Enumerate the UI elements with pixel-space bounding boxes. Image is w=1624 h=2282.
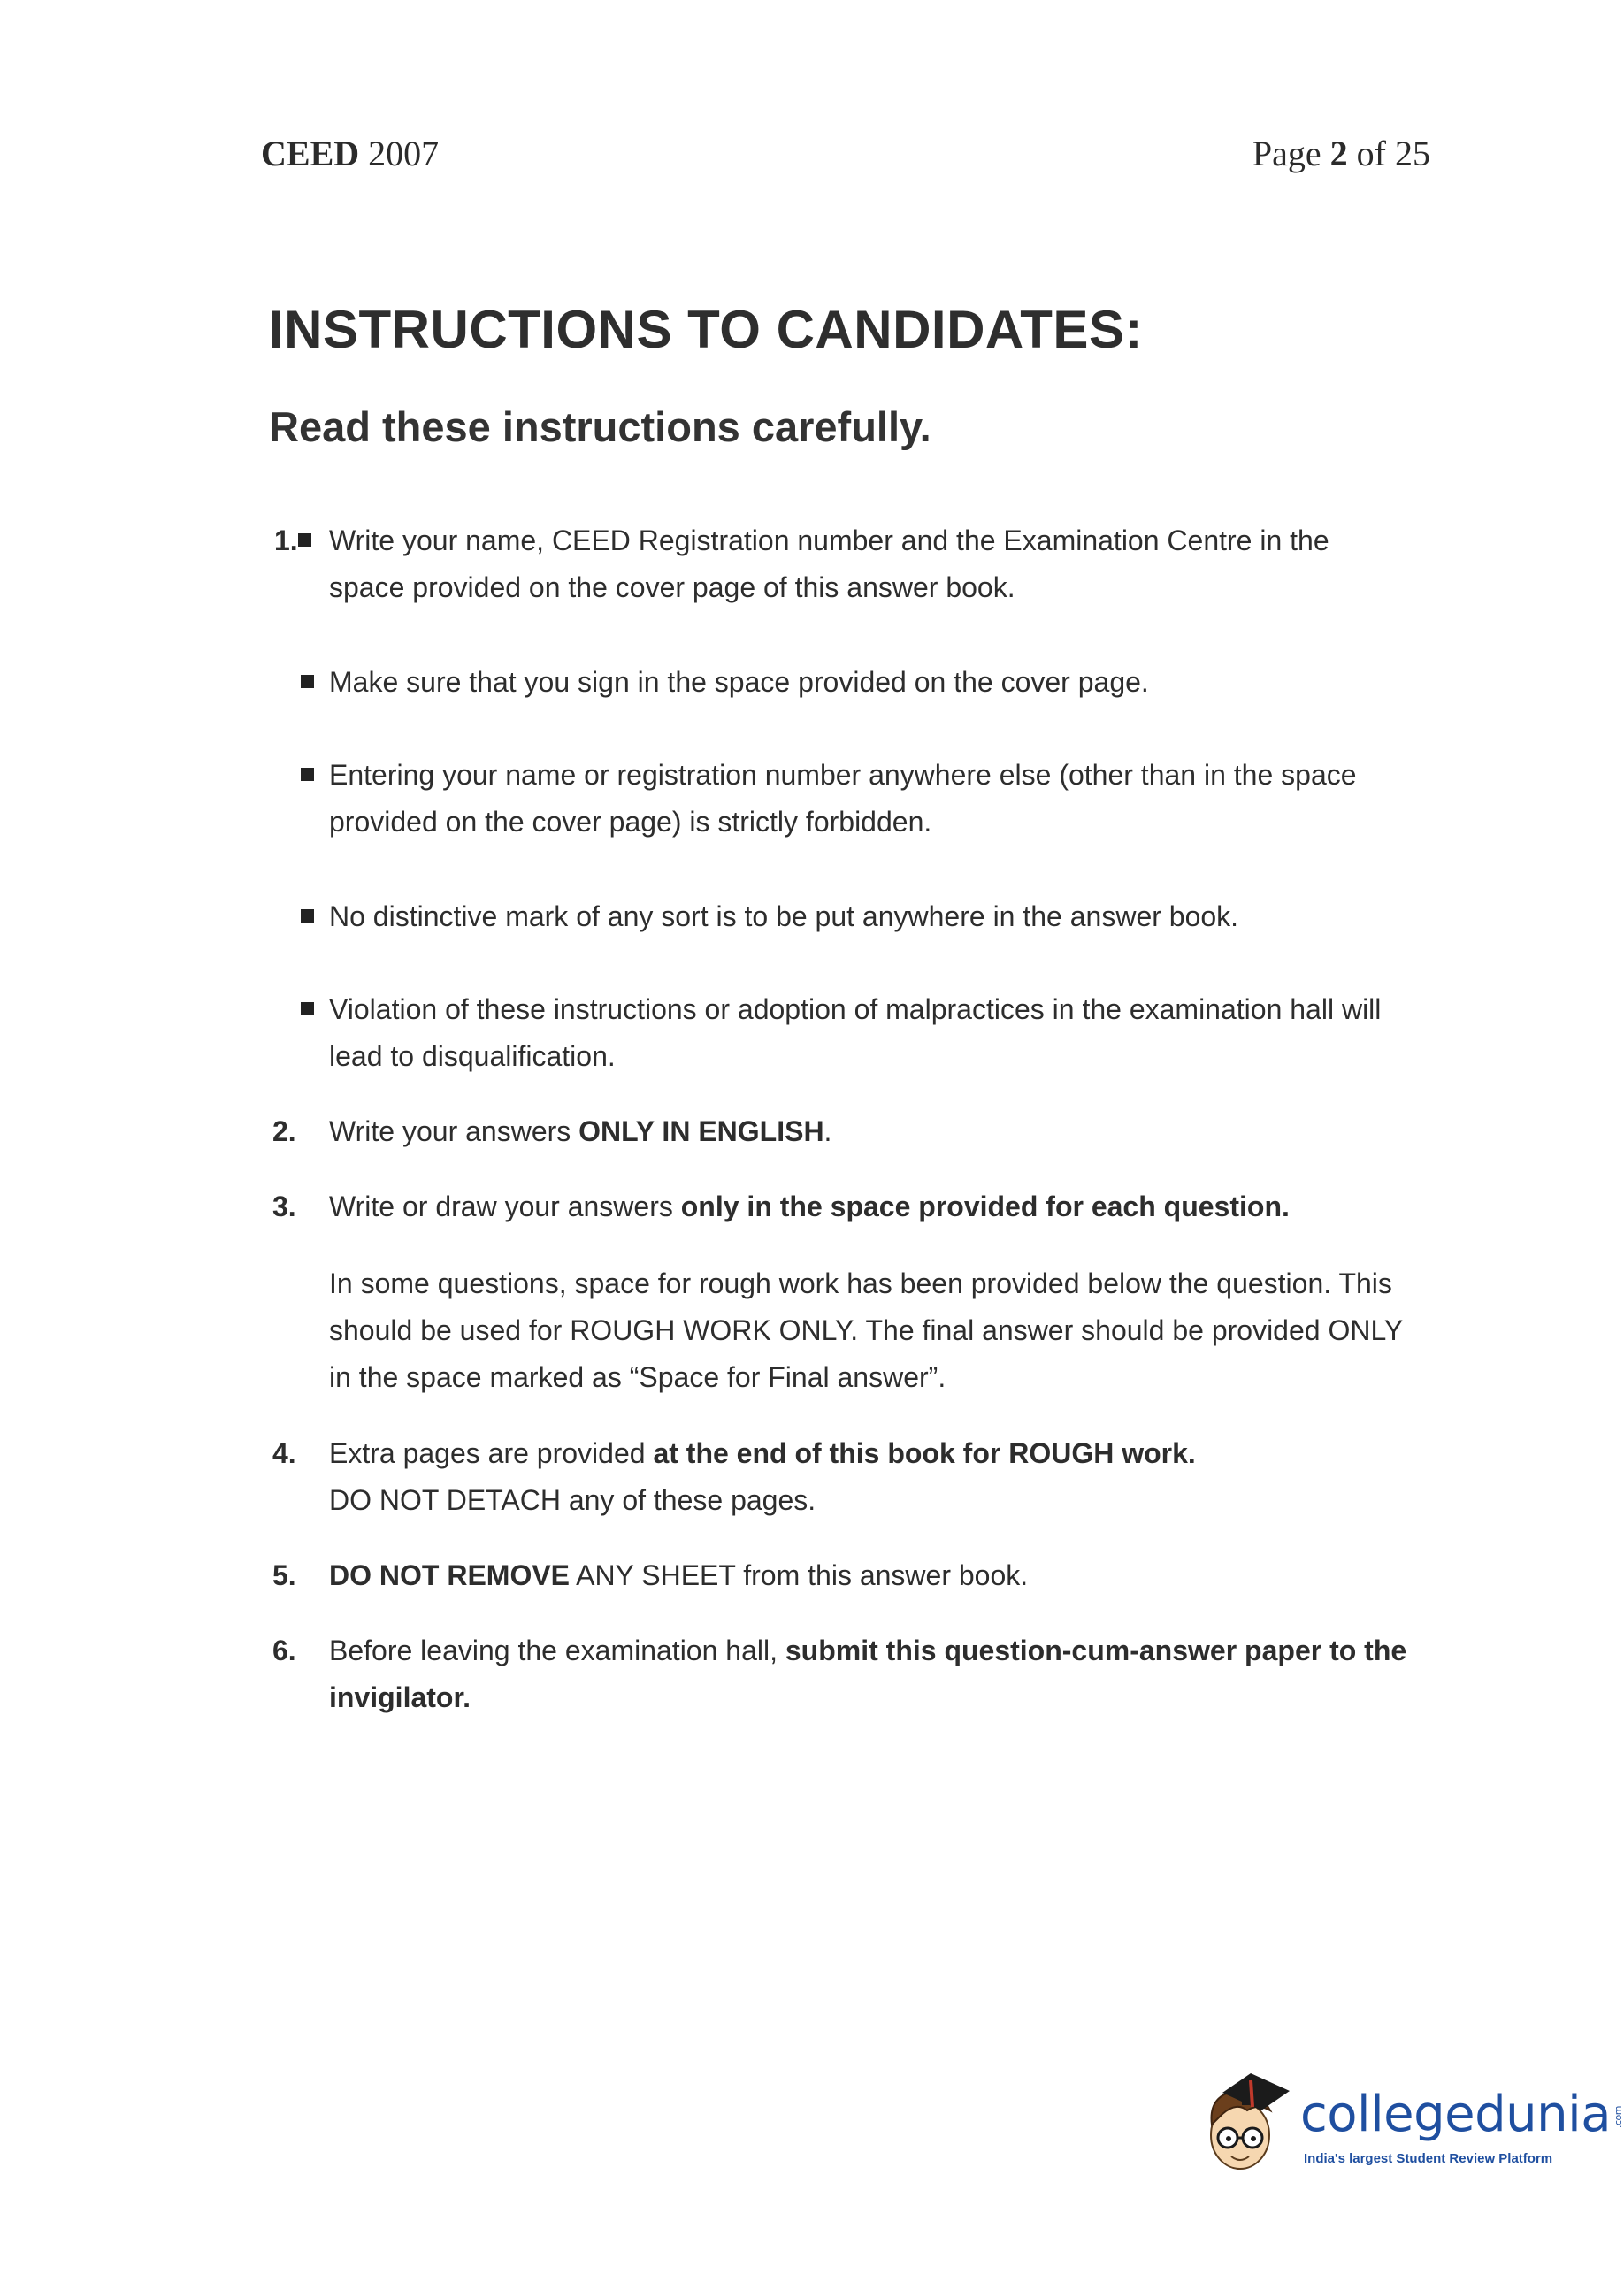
instruction-4 <box>272 1430 1444 1524</box>
bullet-square-icon <box>298 533 311 547</box>
instruction-5-text: ANY SHEET from this answer book. <box>570 1559 1029 1591</box>
instruction-3-bold: only in the space provided for each question. <box>680 1191 1290 1222</box>
instruction-2-bold: ONLY IN ENGLISH <box>578 1115 824 1147</box>
exam-year: 2007 <box>359 134 440 173</box>
instruction-2 <box>272 1108 1426 1155</box>
instruction-5-bold: DO NOT REMOVE <box>329 1559 571 1591</box>
page-number <box>1252 133 1430 174</box>
instruction-5 <box>272 1552 1444 1599</box>
bullet-text: Make sure that you sign in the space provided on the cover page. <box>329 666 1149 698</box>
page-current: 2 <box>1329 134 1348 173</box>
page-subtitle: Read these instructions carefully. <box>269 403 931 450</box>
bullet-text: Violation of these instructions or adoption of malpractices in the examination hall will lead to disqualification. <box>329 993 1382 1072</box>
exam-code: CEED <box>261 134 360 173</box>
instruction-6-number: 6. <box>272 1635 296 1666</box>
instruction-3 <box>272 1183 1444 1230</box>
logo-dotcom: .com <box>1613 2106 1624 2129</box>
instruction-6 <box>272 1627 1417 1721</box>
bullet-text: No distinctive mark of any sort is to be put anywhere in the answer book. <box>329 900 1239 932</box>
instruction-2-text: Write your answers <box>329 1115 579 1147</box>
bullet-square-icon <box>301 675 314 688</box>
instruction-4-line2: DO NOT DETACH any of these pages. <box>329 1484 816 1516</box>
instruction-4-number: 4. <box>272 1437 296 1469</box>
bullet-item <box>329 659 1408 706</box>
page-total: of 25 <box>1347 134 1430 173</box>
bullet-square-icon <box>301 909 314 923</box>
logo-brand <box>1300 2086 1624 2143</box>
instruction-2-number: 2. <box>272 1115 296 1147</box>
bullet-item <box>329 986 1426 1080</box>
logo-tagline: India's largest Student Review Platform <box>1304 2151 1553 2166</box>
bullet-square-icon <box>301 768 314 781</box>
collegedunia-logo <box>1196 2071 1624 2178</box>
instruction-3-text: Write or draw your answers <box>329 1191 681 1222</box>
instruction-6-bold: submit this question-cum-answer paper to the invigilator. <box>329 1635 1407 1713</box>
instruction-6-text: Before leaving the examination hall, <box>329 1635 785 1666</box>
page-title: INSTRUCTIONS TO CANDIDATES: <box>269 300 1143 359</box>
instruction-3-note-text: In some questions, space for rough work has been provided below the question. This should be used for ROUGH WORK ONLY. The final answer should be provided ONLY in the space marked as “Space for Final answer”. <box>329 1267 1403 1393</box>
page-prefix: Page <box>1252 134 1330 173</box>
instruction-4-bold: at the end of this book for ROUGH work. <box>653 1437 1196 1469</box>
logo-brand-text: collegedunia <box>1300 2086 1612 2143</box>
instruction-2-end: . <box>823 1115 832 1147</box>
instruction-1-text: Write your name, CEED Registration number and the Examination Centre in the space provided on the cover page of this answer book. <box>329 525 1329 603</box>
exam-name <box>261 133 439 174</box>
instruction-3-note <box>329 1260 1417 1401</box>
bullet-text: Entering your name or registration number anywhere else (other than in the space provided on the cover page) is strictly forbidden. <box>329 759 1357 838</box>
instruction-1-number: 1. <box>274 517 311 564</box>
instruction-5-number: 5. <box>272 1559 296 1591</box>
student-mascot-icon <box>1196 2071 1298 2182</box>
instruction-1 <box>274 517 1408 611</box>
bullet-item <box>329 893 1426 940</box>
bullet-item <box>329 752 1408 846</box>
instruction-3-number: 3. <box>272 1191 296 1222</box>
bullet-square-icon <box>301 1002 314 1015</box>
instruction-4-text: Extra pages are provided <box>329 1437 654 1469</box>
